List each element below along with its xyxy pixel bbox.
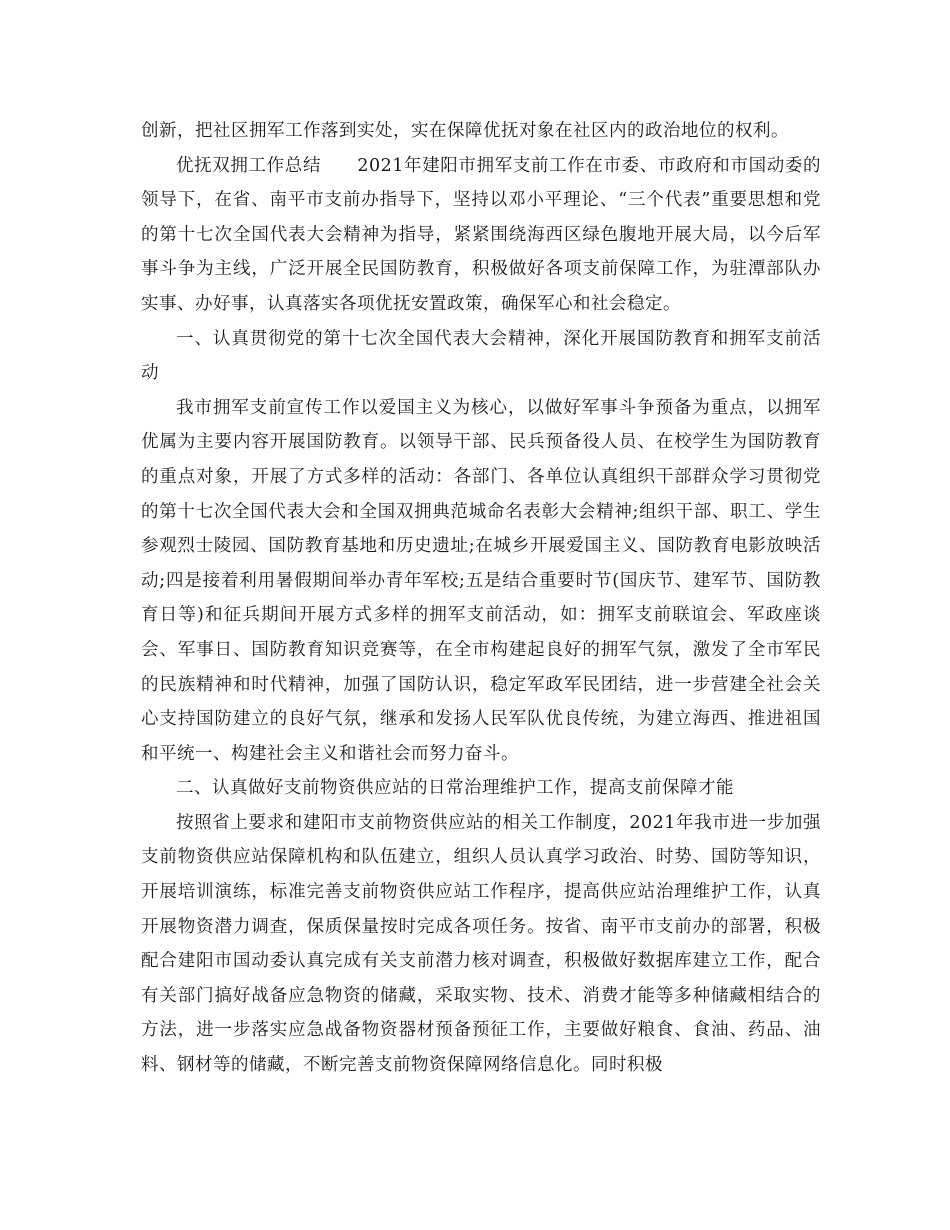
- section-heading-2: 二、认真做好支前物资供应站的日常治理维护工作，提高支前保障才能: [176, 778, 734, 799]
- paragraph-continuation: 创新，把社区拥军工作落到实处，实在保障优抚对象在社区内的政治地位的权利。: [141, 121, 789, 141]
- paragraph-section-1: 我市拥军支前宣传工作以爱国主义为核心，以做好军事斗争预备为重点，以拥军优属为主要内容开展国防教育。以领导干部、民兵预备役人员、在校学生为国防教育的重点对象，开展了方式多样的活动：各部门、各单位认真组织干部群众学习贯彻党的第十七次全国代表大会和全国双拥典范城命名表彰大会精神;组织干部、职工、学生参观烈士陵园、国防教育基地和历史遗址;在城乡开展爱国主义、国防教育电影放映活动;四是接着利用暑假期间举办青年军校;五是结合重要时节(国庆节、建军节、国防教育日等)和征兵期间开展方式多样的拥军支前活动，如：拥军支前联谊会、军政座谈会、军事日、国防教育知识竞赛等，在全市构建起良好的拥军气氛，激发了全市军民的民族精神和时代精神，加强了国防认识，稳定军政军民团结，进一步营建全社会关心支持国防建立的良好气氛，继承和发扬人民军队优良传统，为建立海西、推进祖国和平统一、构建社会主义和谐社会而努力奋斗。: [141, 397, 821, 764]
- paragraph-section-2: 按照省上要求和建阳市支前物资供应站的相关工作制度，2021年我市进一步加强支前物资供应站保障机构和队伍建立，组织人员认真学习政治、时势、国防等知识，开展培训演练，标准完善支前物资供应站工作程序，提高供应站治理维护工作，认真开展物资潜力调查，保质保量按时完成各项任务。按省、南平市支前办的部署，积极配合建阳市国动委认真完成有关支前潜力核对调查，积极做好数据库建立工作，配合有关部门搞好战备应急物资的储藏，采取实物、技术、消费才能等多种储藏相结合的方法，进一步落实应急战备物资器材预备预征工作，主要做好粮食、食油、药品、油料、钢材等的储藏，不断完善支前物资保障网络信息化。同时积极: [141, 812, 821, 1076]
- document-body: [141, 114, 821, 1083]
- paragraph-summary-intro: 优抚双拥工作总结 2021年建阳市拥军支前工作在市委、市政府和市国动委的领导下，在省、南平市支前办指导下，坚持以邓小平理论、“三个代表”重要思想和党的第十七次全国代表大会精神为指导，紧紧围绕海西区绿色腹地开展大局，以今后军事斗争为主线，广泛开展全民国防教育，积极做好各项支前保障工作，为驻潭部队办实事、办好事，认真落实各项优抚安置政策，确保军心和社会稳定。: [141, 155, 821, 314]
- section-heading-1: 一、认真贯彻党的第十七次全国代表大会精神，深化开展国防教育和拥军支前活动: [141, 328, 821, 384]
